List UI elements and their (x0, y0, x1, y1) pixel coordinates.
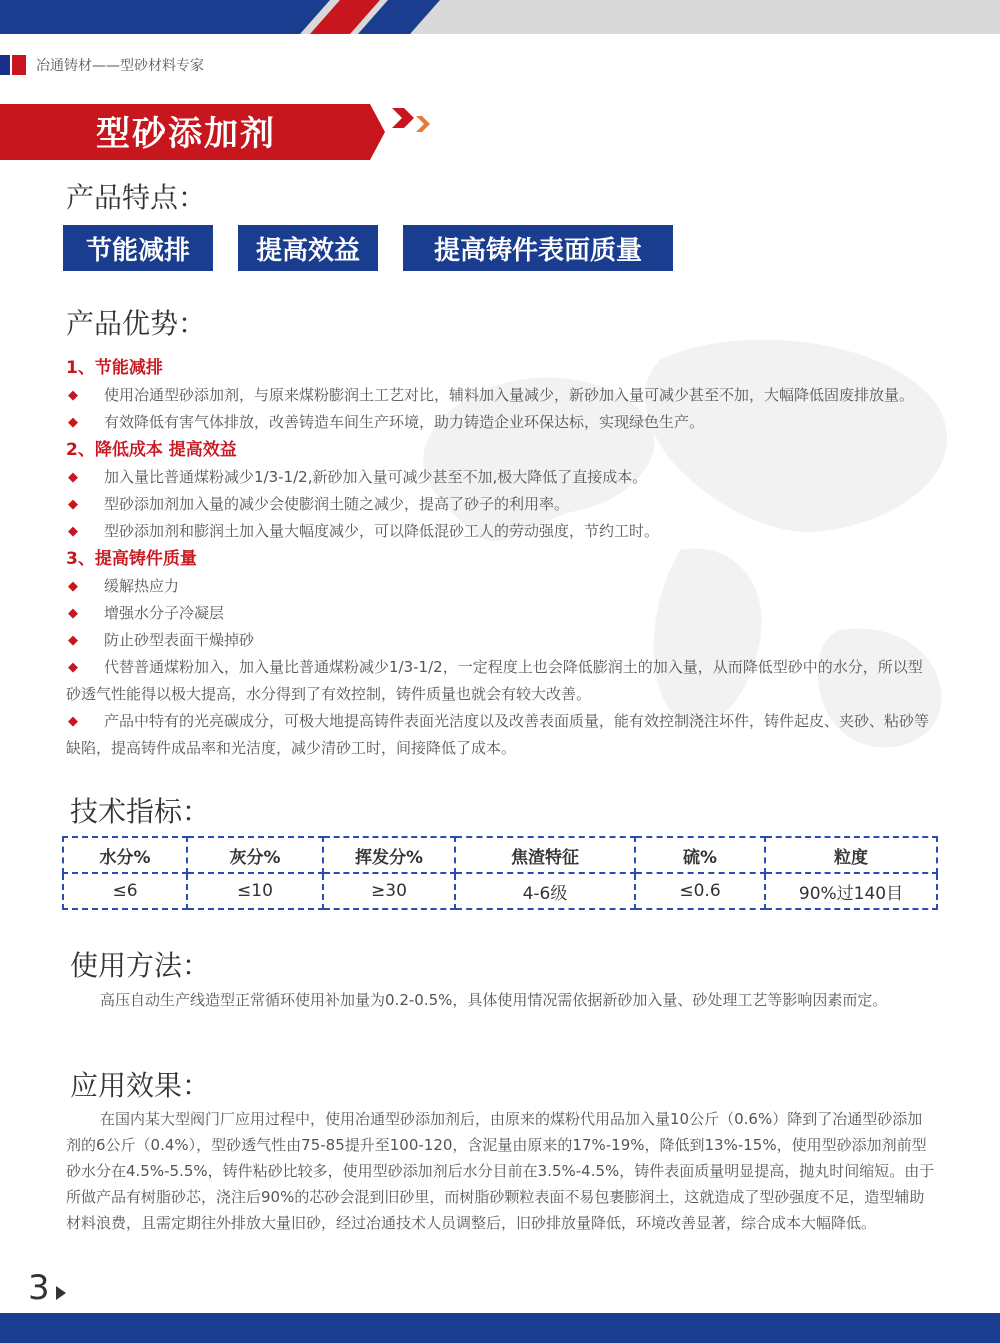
table-row (63, 873, 937, 909)
diamond-bullet-icon: ◆ (68, 579, 78, 594)
table-header-cell: 挥发分% (323, 837, 455, 873)
diamond-bullet-icon: ◆ (68, 470, 78, 485)
feature-tag-quality: 提高铸件表面质量 (403, 225, 673, 271)
table-header-row (63, 837, 937, 873)
diamond-bullet-icon: ◆ (68, 497, 78, 512)
advantage-group-title: 2、降低成本 提高效益 (66, 440, 237, 460)
list-item: ◆ 加入量比普通煤粉减少1/3-1/2,新砂加入量可减少甚至不加,极大降低了直接成本。 (66, 464, 936, 491)
top-decor-bar (0, 0, 1000, 34)
advantages-content (66, 354, 936, 762)
list-item: ◆ 有效降低有害气体排放，改善铸造车间生产环境，助力铸造企业环保达标，实现绿色生产。 (66, 409, 936, 436)
table-header-cell: 粒度 (765, 837, 937, 873)
table-header-cell: 焦渣特征 (455, 837, 635, 873)
table-header-cell: 灰分% (187, 837, 323, 873)
diamond-bullet-icon: ◆ (68, 524, 78, 539)
table-cell: 90%过140目 (765, 873, 937, 909)
usage-text: 高压自动生产线造型正常循环使用补加量为0.2-0.5%，具体使用情况需依据新砂加入量、砂处理工艺等影响因素而定。 (100, 991, 888, 1009)
bottom-decor-bar (0, 1313, 1000, 1343)
specs-heading: 技术指标： (70, 795, 211, 828)
page-number: 3 (28, 1268, 50, 1308)
usage-heading: 使用方法： (70, 949, 211, 982)
table-cell: ≤10 (187, 873, 323, 909)
effect-heading: 应用效果： (70, 1069, 211, 1102)
list-item: ◆ 使用冶通型砂添加剂，与原来煤粉膨润土工艺对比，辅料加入量减少，新砂加入量可减少甚至不加，大幅降低固废排放量。 (66, 382, 936, 409)
features-heading: 产品特点： (66, 181, 207, 214)
diamond-bullet-icon: ◆ (68, 660, 78, 675)
list-item: ◆ 防止砂型表面干燥掉砂 (66, 627, 936, 654)
diamond-bullet-icon: ◆ (68, 714, 78, 729)
feature-tag-efficiency: 提高效益 (238, 225, 378, 271)
table-cell: ≤0.6 (635, 873, 765, 909)
table-cell: 4-6级 (455, 873, 635, 909)
diamond-bullet-icon: ◆ (68, 606, 78, 621)
table-cell: ≥30 (323, 873, 455, 909)
table-header-cell: 水分% (63, 837, 187, 873)
page-arrow-icon (56, 1286, 66, 1300)
diamond-bullet-icon: ◆ (68, 415, 78, 430)
diamond-bullet-icon: ◆ (68, 388, 78, 403)
diamond-bullet-icon: ◆ (68, 633, 78, 648)
advantage-group-title: 1、节能减排 (66, 358, 163, 378)
company-slogan: 冶通铸材——型砂材料专家 (36, 58, 204, 74)
list-item: ◆ 增强水分子冷凝层 (66, 600, 936, 627)
advantages-heading: 产品优势： (66, 307, 207, 340)
effect-text: 在国内某大型阀门厂应用过程中，使用冶通型砂添加剂后，由原来的煤粉代用品加入量10公斤（0.6%）降到了冶通型砂添加剂的6公斤（0.4%），型砂透气性由75-85提升至100-120，含泥量由原来的17%-19%，降低到13%-15%，使用型砂添加剂前型砂水分在4.5%-5.5%，铸件粘砂比较多，使用型砂添加剂后水分目前在3.5%-4.5%，铸件表面质量明显提高，抛丸时间缩短。由于所做产品有树脂砂芯，浇注后90%的芯砂会混到旧砂里，而树脂砂颗粒表面不易包裹膨润土，这就造成了型砂强度不足，造型辅助材料浪费，且需定期往外排放大量旧砂，经过冶通技术人员调整后，旧砂排放量降低，环境改善显著，综合成本大幅降低。 (66, 1110, 935, 1232)
advantage-group-title: 3、提高铸件质量 (66, 549, 197, 569)
table-cell: ≤6 (63, 873, 187, 909)
list-item: ◆ 产品中特有的光亮碳成分，可极大地提高铸件表面光洁度以及改善表面质量，能有效控制浇注坏件，铸件起皮、夹砂、粘砂等缺陷，提高铸件成品率和光洁度，减少清砂工时，间接降低了成本。 (66, 708, 936, 762)
list-item: ◆ 缓解热应力 (66, 573, 936, 600)
table-header-cell: 硫% (635, 837, 765, 873)
feature-tag-energy: 节能减排 (63, 225, 213, 271)
header-red-block (12, 55, 26, 75)
list-item: ◆ 代替普通煤粉加入，加入量比普通煤粉减少1/3-1/2，一定程度上也会降低膨润土的加入量，从而降低型砂中的水分，所以型砂透气性能得以极大提高，水分得到了有效控制，铸件质量也就会有较大改善。 (66, 654, 936, 708)
page-title: 型砂添加剂 (96, 114, 276, 154)
specs-table (62, 836, 938, 910)
list-item: ◆ 型砂添加剂和膨润土加入量大幅度减少，可以降低混砂工人的劳动强度，节约工时。 (66, 518, 936, 545)
company-header (0, 54, 204, 76)
header-blue-block (0, 55, 10, 75)
list-item: ◆ 型砂添加剂加入量的减少会使膨润土随之减少，提高了砂子的利用率。 (66, 491, 936, 518)
